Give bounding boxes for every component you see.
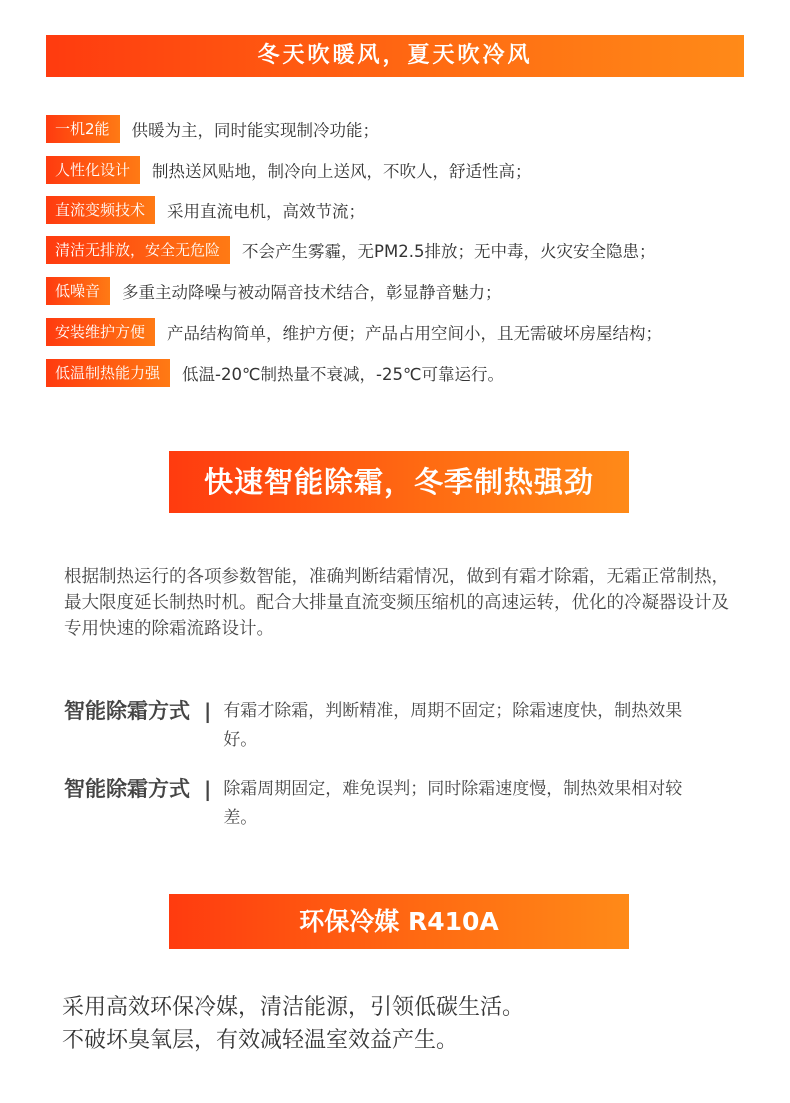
feature-tag: 清洁无排放，安全无危险 bbox=[46, 236, 230, 264]
feature-tag: 低噪音 bbox=[46, 277, 110, 305]
separator: | bbox=[204, 777, 212, 801]
feature-desc: 制热送风贴地，制冷向上送风，不吹人，舒适性高； bbox=[152, 162, 532, 181]
eco-line: 不破坏臭氧层，有效减轻温室效益产生。 bbox=[62, 1028, 459, 1053]
feature-item bbox=[46, 318, 662, 346]
feature-desc: 产品结构简单，维护方便；产品占用空间小，且无需破坏房屋结构； bbox=[167, 324, 663, 343]
defrost-mode-row bbox=[64, 697, 744, 755]
feature-desc: 多重主动降噪与被动隔音技术结合，彰显静音魅力； bbox=[122, 283, 502, 302]
feature-tag: 人性化设计 bbox=[46, 156, 140, 184]
feature-item bbox=[46, 277, 502, 305]
feature-item bbox=[46, 156, 532, 184]
feature-item bbox=[46, 196, 365, 224]
defrost-mode-label: 智能除霜方式 bbox=[64, 777, 190, 801]
defrost-mode-label: 智能除霜方式 bbox=[64, 699, 190, 723]
section-title-warm-cool: 冬天吹暖风，夏天吹冷风 bbox=[46, 35, 744, 77]
section-title-defrost: 快速智能除霜，冬季制热强劲 bbox=[169, 451, 629, 513]
feature-item bbox=[46, 359, 504, 387]
feature-tag: 一机2能 bbox=[46, 115, 120, 143]
feature-tag: 低温制热能力强 bbox=[46, 359, 170, 387]
feature-desc: 不会产生雾霾，无PM2.5排放；无中毒，火灾安全隐患； bbox=[242, 242, 656, 261]
feature-tag: 直流变频技术 bbox=[46, 196, 155, 224]
feature-desc: 供暖为主，同时能实现制冷功能； bbox=[131, 121, 380, 140]
section-title-refrigerant: 环保冷媒 R410A bbox=[169, 894, 629, 949]
feature-item bbox=[46, 115, 379, 143]
defrost-mode-desc: 有霜才除霜，判断精准，周期不固定；除霜速度快，制热效果好。 bbox=[223, 701, 683, 750]
eco-line: 采用高效环保冷媒，清洁能源，引领低碳生活。 bbox=[62, 995, 525, 1020]
defrost-mode-desc: 除霜周期固定，难免误判；同时除霜速度慢，制热效果相对较差。 bbox=[223, 779, 683, 828]
feature-desc: 低温-20℃制热量不衰减，-25℃可靠运行。 bbox=[182, 365, 504, 384]
feature-tag: 安装维护方便 bbox=[46, 318, 155, 346]
feature-item bbox=[46, 236, 655, 264]
separator: | bbox=[204, 699, 212, 723]
defrost-mode-row bbox=[64, 775, 744, 833]
feature-desc: 采用直流电机，高效节流； bbox=[167, 202, 366, 221]
defrost-paragraph: 根据制热运行的各项参数智能，准确判断结霜情况，做到有霜才除霜，无霜正常制热，最大限度延长制热时机。配合大排量直流变频压缩机的高速运转，优化的冷凝器设计及专用快速的除霜流路设计。 bbox=[64, 567, 729, 639]
